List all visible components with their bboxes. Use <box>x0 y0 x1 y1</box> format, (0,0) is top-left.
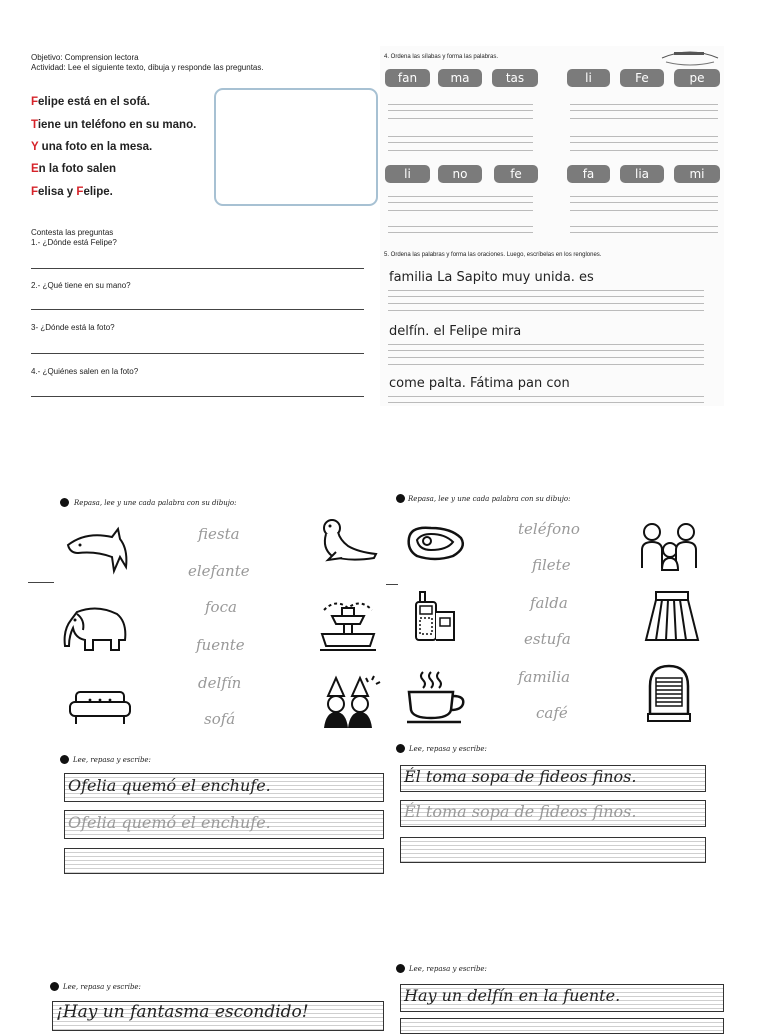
instruction-4: 4. Ordena las sílabas y forma las palabras. <box>384 54 499 60</box>
seal-icon[interactable] <box>318 518 378 564</box>
syllable-pill[interactable]: tas <box>492 69 538 87</box>
question-1: 1.- ¿Dónde está Felipe? <box>31 238 117 247</box>
blank-writing-strip[interactable] <box>64 848 384 874</box>
scrambled-sentence: familia La Sapito muy unida. es <box>389 270 594 285</box>
syllable-pill[interactable]: li <box>567 69 610 87</box>
scrambled-sentence: come palta. Fátima pan con <box>389 376 570 391</box>
fountain-icon[interactable] <box>318 598 378 652</box>
trace-sentence[interactable]: Él toma sopa de fideos finos. <box>404 802 637 821</box>
bullet-icon <box>396 744 405 753</box>
drawing-box[interactable] <box>214 88 378 206</box>
syllable-pill[interactable]: mi <box>674 165 720 183</box>
writing-header: Lee, repasa y escribe: <box>409 965 487 973</box>
reading-sentence: Felisa y Felipe. <box>31 186 113 198</box>
match-word[interactable]: elefante <box>188 562 250 580</box>
questions-header: Contesta las preguntas <box>31 228 114 237</box>
syllable-pill[interactable]: pe <box>674 69 720 87</box>
skirt-icon[interactable] <box>644 590 700 646</box>
trace-sentence[interactable]: Ofelia quemó el enchufe. <box>68 813 271 832</box>
bullet-icon <box>50 982 59 991</box>
answer-line[interactable] <box>31 268 364 269</box>
match-word[interactable]: familia <box>518 668 571 686</box>
scrambled-sentence: delfín. el Felipe mira <box>389 324 522 339</box>
model-sentence: Él toma sopa de fideos finos. <box>404 767 637 786</box>
match-word[interactable]: sofá <box>204 710 236 728</box>
matching-header: Repasa, lee y une cada palabra con su dibujo: <box>408 495 571 503</box>
heater-icon[interactable] <box>646 664 692 724</box>
question-3: 3- ¿Dónde está la foto? <box>31 323 115 332</box>
model-sentence: ¡Hay un fantasma escondido! <box>56 1002 309 1022</box>
match-word[interactable]: fiesta <box>198 525 240 543</box>
bullet-icon <box>396 964 405 973</box>
dolphin-icon[interactable] <box>66 527 132 575</box>
syllable-pill[interactable]: fa <box>567 165 610 183</box>
reading-sentence: Felipe está en el sofá. <box>31 96 150 108</box>
reading-sentence: Tiene un teléfono en su mano. <box>31 119 197 131</box>
syllable-pill[interactable]: no <box>438 165 482 183</box>
writing-header: Lee, repasa y escribe: <box>73 756 151 764</box>
party-icon[interactable] <box>320 676 380 728</box>
activity-text: Actividad: Lee el siguiente texto, dibuja y responde las preguntas. <box>31 63 264 72</box>
match-word[interactable]: delfín <box>198 674 242 692</box>
model-sentence: Ofelia quemó el enchufe. <box>68 776 271 795</box>
bullet-icon <box>60 498 69 507</box>
syllable-pill[interactable]: fe <box>494 165 538 183</box>
elephant-icon[interactable] <box>63 606 129 652</box>
writing-strip <box>400 1018 724 1034</box>
writing-header: Lee, repasa y escribe: <box>409 745 487 753</box>
match-word[interactable]: fuente <box>196 636 245 654</box>
logo-icon <box>660 48 720 68</box>
syllable-pill[interactable]: Fe <box>620 69 664 87</box>
blank-writing-strip[interactable] <box>400 837 706 863</box>
matching-header: Repasa, lee y une cada palabra con su dibujo: <box>74 499 237 507</box>
answer-line[interactable] <box>31 396 364 397</box>
match-word[interactable]: teléfono <box>518 520 580 538</box>
family-icon[interactable] <box>640 522 700 570</box>
match-word[interactable]: foca <box>205 598 237 616</box>
writing-header: Lee, repasa y escribe: <box>63 983 141 991</box>
instruction-5: 5. Ordena las palabras y forma las oraciones. Luego, escríbelas en los renglones. <box>384 252 602 258</box>
answer-line[interactable] <box>31 309 364 310</box>
match-word[interactable]: filete <box>532 556 571 574</box>
syllable-pill[interactable]: li <box>385 165 430 183</box>
coffee-cup-icon[interactable] <box>405 668 469 724</box>
bullet-icon <box>396 494 405 503</box>
objective-text: Objetivo: Comprension lectora <box>31 53 139 62</box>
question-2: 2.- ¿Qué tiene en su mano? <box>31 281 131 290</box>
reading-sentence: En la foto salen <box>31 163 116 175</box>
match-word[interactable]: falda <box>530 594 568 612</box>
syllable-pill[interactable]: fan <box>385 69 430 87</box>
sofa-icon[interactable] <box>68 688 132 728</box>
syllable-pill[interactable]: ma <box>438 69 482 87</box>
answer-line[interactable] <box>31 353 364 354</box>
steak-icon[interactable] <box>405 524 467 562</box>
match-word[interactable]: café <box>536 704 568 722</box>
reading-sentence: Y una foto en la mesa. <box>31 141 153 153</box>
syllable-pill[interactable]: lia <box>620 165 664 183</box>
match-word[interactable]: estufa <box>524 630 571 648</box>
question-4: 4.- ¿Quiénes salen en la foto? <box>31 367 139 376</box>
phone-icon[interactable] <box>412 590 460 644</box>
model-sentence: Hay un delfín en la fuente. <box>404 986 621 1005</box>
bullet-icon <box>60 755 69 764</box>
